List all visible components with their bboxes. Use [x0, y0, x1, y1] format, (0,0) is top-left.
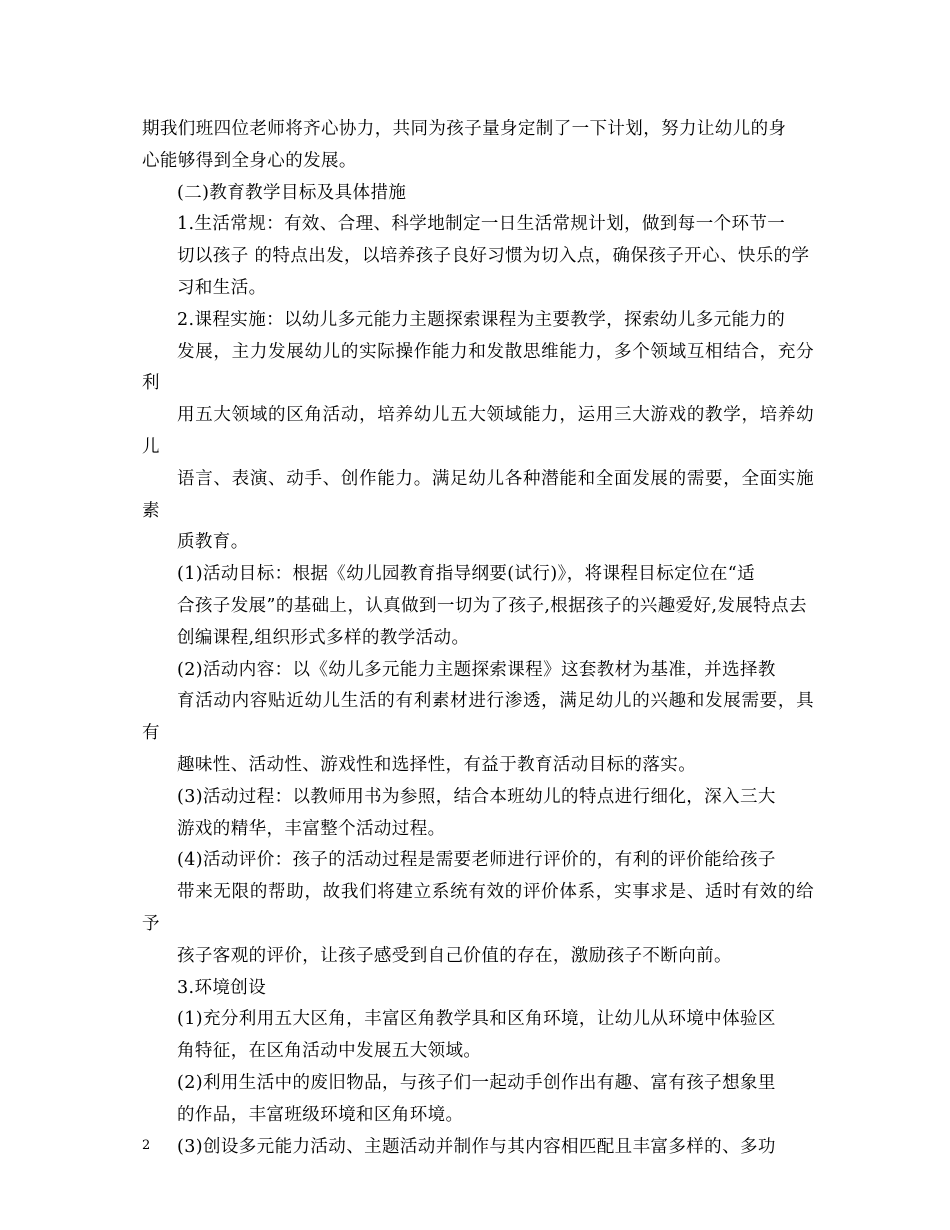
- text-line: 孩子客观的评价，让孩子感受到自己价值的存在，激励孩子不断向前。: [177, 945, 732, 966]
- paragraph-p-curriculum: [142, 305, 814, 559]
- text-line: 角特征，在区角活动中发展五大领域。: [177, 1041, 482, 1062]
- text-line: 发展，主力发展幼儿的实际操作能力和发散思维能力，多个领域互相结合，充分利: [142, 341, 814, 394]
- paragraph-p-env-2: [142, 1068, 814, 1132]
- paragraph-p-env-3: [142, 1132, 814, 1164]
- text-line: 心能够得到全身心的发展。: [142, 150, 357, 171]
- paragraph-p-daily-routine: [142, 209, 814, 304]
- text-line: (4)活动评价：孩子的活动过程是需要老师进行评价的，有利的评价能给孩子: [177, 850, 776, 871]
- text-line: (二)教育教学目标及具体措施: [177, 182, 407, 203]
- paragraph-p-env-1: [142, 1004, 814, 1068]
- text-line: 趣味性、活动性、游戏性和选择性，有益于教育活动目标的落实。: [177, 754, 697, 775]
- page-number: 2: [142, 1138, 151, 1153]
- document-body: [142, 114, 814, 1163]
- text-line: 带来无限的帮助，故我们将建立系统有效的评价体系，实事求是、适时有效的给予: [142, 882, 814, 934]
- paragraph-p-activity-goal: [142, 559, 814, 654]
- paragraph-p-activity-eval: [142, 845, 814, 972]
- text-line: (2)活动内容：以《幼儿多元能力主题探索课程》这套教材为基准，并选择教: [177, 659, 776, 680]
- text-line: 合孩子发展”的基础上，认真做到一切为了孩子,根据孩子的兴趣爱好,发展特点去: [177, 595, 807, 616]
- text-line: 语言、表演、动手、创作能力。满足幼儿各种潜能和全面发展的需要，全面实施素: [142, 468, 814, 521]
- text-line: 习和生活。: [177, 277, 267, 298]
- text-line: (3)活动过程：以教师用书为参照，结合本班幼儿的特点进行细化，深入三大: [177, 786, 776, 807]
- text-line: 切以孩子 的特点出发，以培养孩子良好习惯为切入点，确保孩子开心、快乐的学: [177, 246, 810, 267]
- paragraph-p-heading-2: [142, 178, 814, 210]
- text-line: 育活动内容贴近幼儿生活的有利素材进行渗透，满足幼儿的兴趣和发展需要，具有: [142, 691, 814, 744]
- text-line: 期我们班四位老师将齐心协力，共同为孩子量身定制了一下计划，努力让幼儿的身: [142, 119, 787, 139]
- text-line: 游戏的精华，丰富整个活动过程。: [177, 818, 446, 839]
- text-line: 2.课程实施：以幼儿多元能力主题探索课程为主要教学，探索幼儿多元能力的: [177, 309, 786, 330]
- paragraph-p-activity-process: [142, 782, 814, 846]
- text-line: (2)利用生活中的废旧物品，与孩子们一起动手创作出有趣、富有孩子想象里: [177, 1072, 776, 1093]
- text-line: (1)充分利用五大区角，丰富区角教学具和区角环境，让幼儿从环境中体验区: [177, 1009, 776, 1030]
- text-line: 质教育。: [177, 532, 249, 553]
- text-line: (1)活动目标：根据《幼儿园教育指导纲要(试行)》，将课程目标定位在“适: [177, 564, 756, 585]
- text-line: 用五大领域的区角活动，培养幼儿五大领域能力，运用三大游戏的教学，培养幼儿: [142, 405, 814, 457]
- text-line: (3)创设多元能力活动、主题活动并制作与其内容相匹配且丰富多样的、多功: [177, 1136, 776, 1157]
- paragraph-p-intro-cont: [142, 114, 814, 178]
- text-line: 的作品，丰富班级环境和区角环境。: [177, 1104, 464, 1125]
- text-line: 创编课程,组织形式多样的教学活动。: [177, 627, 470, 648]
- paragraph-p-activity-content: [142, 655, 814, 782]
- text-line: 3.环境创设: [177, 977, 267, 998]
- text-line: 1.生活常规：有效、合理、科学地制定一日生活常规计划，做到每一个环节一: [177, 214, 786, 235]
- paragraph-p-environment: [142, 973, 814, 1005]
